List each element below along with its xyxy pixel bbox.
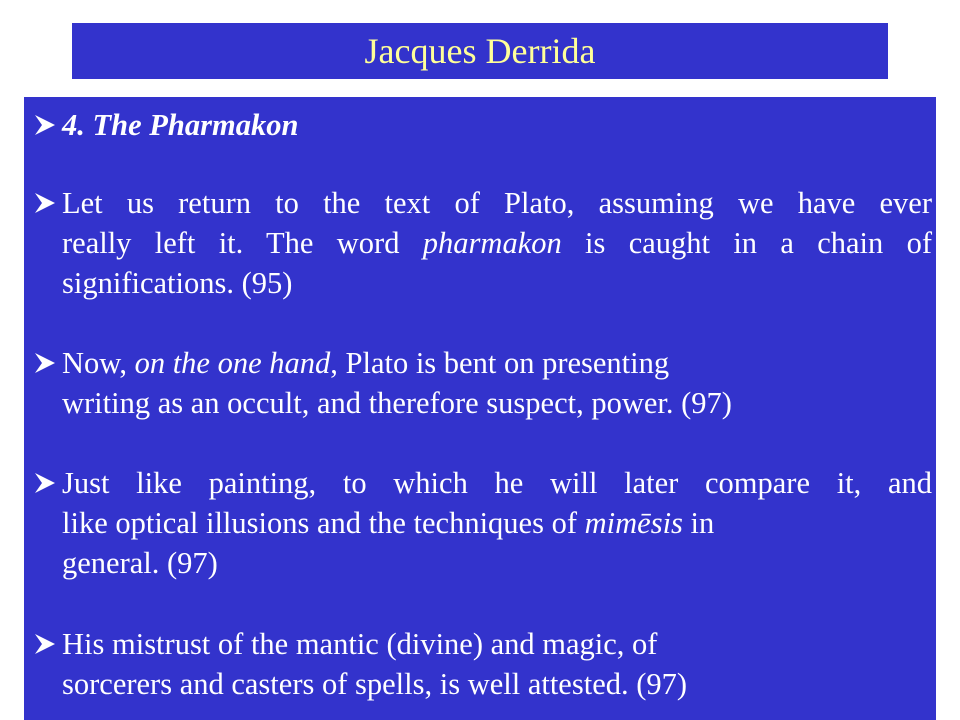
emphasized-phrase: on the one hand bbox=[134, 346, 331, 380]
text-line: significations. (95) bbox=[62, 266, 293, 300]
text-line: general. (97) bbox=[62, 546, 218, 580]
arrowhead-bullet-icon bbox=[33, 463, 59, 503]
arrowhead-bullet-icon bbox=[33, 183, 59, 223]
text-segment: , Plato is bent on presenting bbox=[330, 346, 670, 380]
text-line bbox=[62, 223, 932, 263]
text-line: writing as an occult, and therefore suspect, power. (97) bbox=[62, 386, 732, 420]
bullet-text bbox=[62, 183, 932, 303]
arrowhead-bullet-icon bbox=[33, 105, 59, 145]
text-line: sorcerers and casters of spells, is well attested. (97) bbox=[62, 667, 688, 701]
emphasized-term: pharmakon bbox=[422, 226, 562, 260]
text-segment: in bbox=[682, 506, 715, 540]
bullet-text bbox=[62, 624, 932, 704]
section-heading: 4. The Pharmakon bbox=[62, 108, 299, 142]
text-line: Just like painting, to which he will later compare it, and bbox=[62, 466, 932, 500]
text-segment: is caught in a chain of bbox=[561, 226, 933, 260]
text-segment: Now, bbox=[62, 346, 135, 380]
text-segment: really left it. The word bbox=[62, 226, 423, 260]
bullet-text bbox=[62, 343, 932, 423]
arrowhead-bullet-icon bbox=[33, 343, 59, 383]
slide-title: Jacques Derrida bbox=[364, 31, 596, 71]
bullet-text bbox=[62, 463, 932, 583]
text-line: Let us return to the text of Plato, assuming we have ever bbox=[62, 186, 932, 220]
title-bar bbox=[72, 23, 888, 79]
text-line bbox=[62, 503, 932, 543]
text-segment: like optical illusions and the techniques of bbox=[62, 506, 585, 540]
emphasized-term: mimēsis bbox=[584, 506, 683, 540]
text-line bbox=[62, 343, 932, 383]
content-panel bbox=[24, 97, 936, 720]
arrowhead-bullet-icon bbox=[33, 624, 59, 664]
text-line: His mistrust of the mantic (divine) and magic, of bbox=[62, 627, 658, 661]
